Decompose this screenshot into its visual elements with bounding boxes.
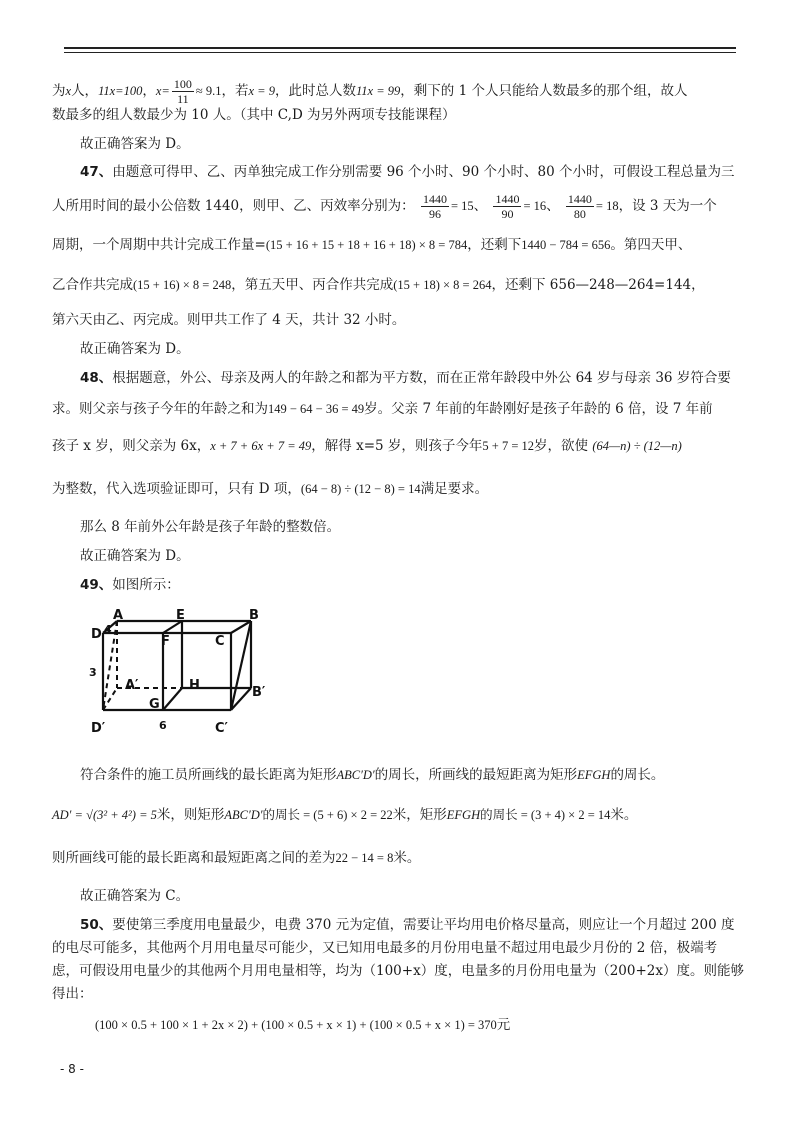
text-line: 符合条件的施工员所画线的最长距离为矩形ABC′D′的周长，所画线的最短距离为矩形EFGH的周长。: [80, 767, 665, 783]
label-C: C: [215, 634, 225, 649]
question-47-line: 47、由题意可得甲、乙、丙单独完成工作分别需要 96 个小时、90 个小时、80 个小时，可假设工程总量为三: [80, 164, 735, 180]
answer-47: 故正确答案为 D。: [80, 341, 190, 357]
text-line: 为整数，代入选项验证即可，只有 D 项，(64 − 8) ÷ (12 − 8) = 14满足要求。: [52, 481, 489, 497]
hidden-edge: [103, 688, 117, 710]
label-C-prime: C′: [215, 721, 228, 736]
fraction: $\frac{100}{11}$: [173, 77, 192, 106]
text-line: 那么 8 年前外公年龄是孩子年龄的整数倍。: [80, 519, 341, 535]
fraction: $\frac{1440}{90}$: [495, 192, 520, 221]
fraction: $\frac{1440}{80}$: [567, 192, 592, 221]
label-H: H: [189, 678, 200, 693]
label-B-prime: B′: [252, 685, 266, 700]
answer-48: 故正确答案为 D。: [80, 548, 190, 564]
edge: [163, 688, 182, 710]
dim-3: 3: [89, 666, 97, 679]
text-line: 数最多的组人数最少为 10 人。（其中 C,D 为另外两项专技能课程）: [52, 107, 456, 123]
formula-line: (100 × 0.5 + 100 × 1 + 2x × 2) + (100 × 0.5 + x × 1) + (100 × 0.5 + x × 1) = 370元: [95, 1017, 511, 1033]
label-B: B: [249, 608, 259, 623]
question-49-line: 49、如图所示：: [80, 577, 180, 593]
text-line: 则所画线可能的最长距离和最短距离之间的差为22 − 14 = 8米。: [52, 850, 421, 866]
text-line: 虑，可假设用电量少的其他两个月用电量相等，均为（100+x）度，电量多的月份用电量为（200+2x）度。则能够: [52, 963, 744, 979]
text-line: AD′ = √(3² + 4²) = 5米，则矩形ABC′D′的周长 = (5 + 6) × 2 = 22米，矩形EFGH的周长 = (3 + 4) × 2 = 14米。: [52, 807, 638, 823]
header-rule-thick: [64, 47, 736, 49]
label-F: F: [161, 634, 170, 649]
text-line: 为x人，11x=100，x= $\frac{100}{11}$ ≈ 9.1，若x = 9，此时总人数11x = 99，剩下的 1 个人只能给人数最多的那个组，故人: [52, 77, 688, 106]
label-D: D: [91, 627, 102, 642]
dim-4: 4: [104, 623, 112, 636]
text-line: 的电尽可能多，其他两个月用电量尽可能少，又已知用电最多的月份用电量不超过用电最少月份的 2 倍，极端考: [52, 940, 718, 956]
text-line: 得出：: [52, 986, 93, 1002]
text-line: 乙合作共完成(15 + 16) × 8 = 248，第五天甲、丙合作共完成(15 + 18) × 8 = 264，还剩下 656—248—264=144，: [52, 277, 705, 293]
label-G: G: [149, 697, 160, 712]
diagonal: [231, 621, 251, 710]
page-number: - 8 -: [60, 1062, 84, 1076]
question-50-line: 50、要使第三季度用电量最少，电费 370 元为定值，需要让平均用电价格尽量高，则应让一个月超过 200 度: [80, 917, 735, 933]
label-A: A: [113, 608, 124, 623]
label-A-prime: A′: [125, 678, 139, 693]
text-line: 周期，一个周期中共计完成工作量=(15 + 16 + 15 + 18 + 16 + 18) × 8 = 784，还剩下1440 − 784 = 656。第四天甲、: [52, 237, 692, 253]
header-rule-thin: [64, 52, 736, 53]
dim-6: 6: [159, 719, 167, 732]
fraction: $\frac{1440}{96}$: [422, 192, 447, 221]
cuboid-figure: [85, 608, 275, 740]
label-D-prime: D′: [91, 721, 106, 736]
text-line: 人所用时间的最小公倍数 1440，则甲、乙、丙效率分别为： $\frac{1440}{96}$ = 15、 $\frac{1440}{90}$ = 16、 $\frac{1440}{80}$ = 18，设 3 天为一个: [52, 192, 717, 221]
answer-49: 故正确答案为 C。: [80, 888, 190, 904]
text-line: 第六天由乙、丙完成。则甲共工作了 4 天，共计 32 小时。: [52, 312, 406, 328]
label-E: E: [176, 608, 185, 623]
answer-46: 故正确答案为 D。: [80, 136, 190, 152]
text-line: 求。则父亲与孩子今年的年龄之和为149 − 64 − 36 = 49岁。父亲 7 年前的年龄刚好是孩子年龄的 6 倍，设 7 年前: [52, 401, 713, 417]
question-48-line: 48、根据题意，外公、母亲及两人的年龄之和都为平方数，而在正常年龄段中外公 64 岁与母亲 36 岁符合要: [80, 370, 731, 386]
text-line: 孩子 x 岁，则父亲为 6x，x + 7 + 6x + 7 = 49，解得 x=5 岁，则孩子今年5 + 7 = 12岁，欲使 (64—n) ÷ (12—n): [52, 438, 682, 454]
